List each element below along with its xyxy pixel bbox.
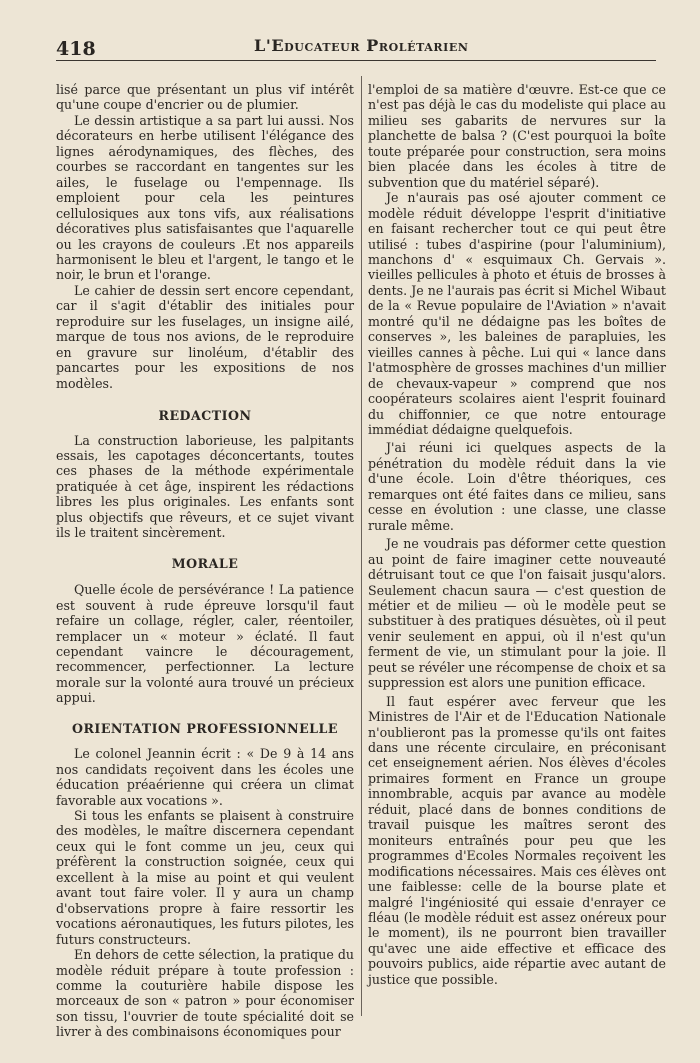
paragraph: lisé parce que présentant un plus vif intérêt qu'une coupe d'encrier ou de plumier. xyxy=(56,82,354,113)
page-number: 418 xyxy=(56,38,96,60)
page-header xyxy=(56,36,656,61)
section-heading-orientation: ORIENTATION PROFESSIONNELLE xyxy=(72,720,338,736)
paragraph: Il faut espérer avec ferveur que les Ministres de l'Air et de l'Education Nationale n'oublieront pas la promesse qu'ils ont faites dans une récente circulaire, en préconisant cet enseignement aérien. Nos élèves d'écoles primaires forment en France un groupe innombrable, acquis par avance au modèle réduit, placé dans de bonnes conditions de travail puisque les maîtres seront des moniteurs entraînés pour peu que les programmes d'Ecoles Normales reçoivent les modifications nécessaires. Mais ces élèves ont une faiblesse: celle de la bourse plate et malgré l'ingéniosité qui essaie d'enrayer ce fléau (le modèle réduit est assez onéreux pour le moment), ils ne pourront bien travailler qu'avec une aide effective et efficace des pouvoirs publics, aide répartie avec autant de justice que possible. xyxy=(368,693,666,987)
paragraph: Le dessin artistique a sa part lui aussi. Nos décorateurs en herbe utilisent l'élégance des lignes aérodynamiques, des flèches, des courbes se raccordant en tangentes sur les ailes, le fuselage ou l'empennage. Ils emploient pour cela les peintures cellulosiques aux tons vifs, aux réalisations décoratives plus satisfaisantes que l'aquarelle ou les crayons de couleurs .Et nos appareils harmonisent le bleu et l'argent, le tango et le noir, le brun et l'orange. xyxy=(56,112,354,283)
right-column xyxy=(368,82,666,987)
paragraph: Je ne voudrais pas déformer cette question au point de faire imaginer cette nouveauté détruisant tout ce que l'on faisait jusqu'alors. Seulement chacun saura — c'est question de métier et de milieu — où le modèle peut se substituer à des pratiques désuètes, où il peut venir seulement en appui, où il n'est qu'un ferment de vie, un stimulant pour la joie. Il peut se révéler une récompense de choix et sa suppression est alors une punition efficace. xyxy=(368,536,666,691)
section-heading-morale: MORALE xyxy=(171,555,239,571)
paragraph: La construction laborieuse, les palpitants essais, les capotages déconcertants, toutes ces phases de la méthode expérimentale pratiquée à cet âge, inspirent les rédactions libres les plus originales. Les enfants sont plus objectifs que rêveurs, et ce sujet vivant ils le traitent sincèrement. xyxy=(56,432,354,541)
journal-title: L'Educateur Prolétarien xyxy=(254,36,469,55)
paragraph: En dehors de cette sélection, la pratique du modèle réduit prépare à toute profession : comme la couturière habile dispose les morceaux de son « patron » pour économiser son tissu, l'ouvrier de toute spécialité doit se livrer à des combinaisons économiques pour xyxy=(56,947,354,1040)
paragraph: Si tous les enfants se plaisent à construire des modèles, le maître discernera cependant ceux qui le font comme un jeu, ceux qui préfèrent la construction soignée, ceux qui excellent à la mise au point et qui veulent avant tout faire voler. Il y aura un champ d'observations propre à faire ressortir les vocations aéronautiques, les futurs pilotes, les futurs constructeurs. xyxy=(56,808,354,947)
paragraph: Quelle école de persévérance ! La patience est souvent à rude épreuve lorsqu'il faut refaire un collage, régler, caler, réentoiler, remplacer un « moteur » éclaté. Il faut cependant vaincre le découragement, recommencer, perfectionner. La lecture morale sur la volonté aura trouvé un précieux appui. xyxy=(56,582,354,706)
section-heading-redaction: REDACTION xyxy=(158,408,252,424)
paragraph: Je n'aurais pas osé ajouter comment ce modèle réduit développe l'esprit d'initiative en faisant rechercher tout ce qui peut être utilisé : tubes d'aspirine (pour l'aluminium), manchons d' « esquimaux Ch. Gervais ». vieilles pellicules à photo et étuis de brosses à dents. Je ne l'aurais pas écrit si Michel Wibaut de la « Revue populaire de l'Aviation » n'avait montré qu'il ne dédaigne pas les boîtes de conserves », les baleines de parapluies, les vieilles cannes à pêche. Lui qui « lance dans l'atmosphère de grosses machines d'un millier de chevaux-vapeur » comprend que nos coopérateurs scolaires aient l'esprit fouinard du chiffonnier, ce que notre entourage immédiat dédaigne quelquefois. xyxy=(368,190,666,437)
column-divider xyxy=(361,76,362,1016)
paragraph: J'ai réuni ici quelques aspects de la pénétration du modèle réduit dans la vie d'une école. Loin d'être théoriques, ces remarques ont été faites dans ce milieu, sans cesse en évolution : une classe, une classe rurale même. xyxy=(368,440,666,533)
left-column xyxy=(56,82,354,1040)
paragraph: Le cahier de dessin sert encore cependant, car il s'agit d'établir des initiales pour reproduire sur les fuselages, un insigne ailé, marque de tous nos avions, de le reproduire en gravure sur linoléum, d'établir des pancartes pour les expositions de nos modèles. xyxy=(56,282,354,391)
paragraph: l'emploi de sa matière d'œuvre. Est-ce que ce n'est pas déjà le cas du modeliste qui place au milieu ses gabarits de nervures sur la planchette de balsa ? (C'est pourquoi la boîte toute préparée pour construction, sera moins bien placée dans les écoles à titre de subvention que du matériel séparé). xyxy=(368,82,666,190)
paragraph: Le colonel Jeannin écrit : « De 9 à 14 ans nos candidats reçoivent dans les écoles une éducation préaérienne qui créera un climat favorable aux vocations ». xyxy=(56,746,354,808)
